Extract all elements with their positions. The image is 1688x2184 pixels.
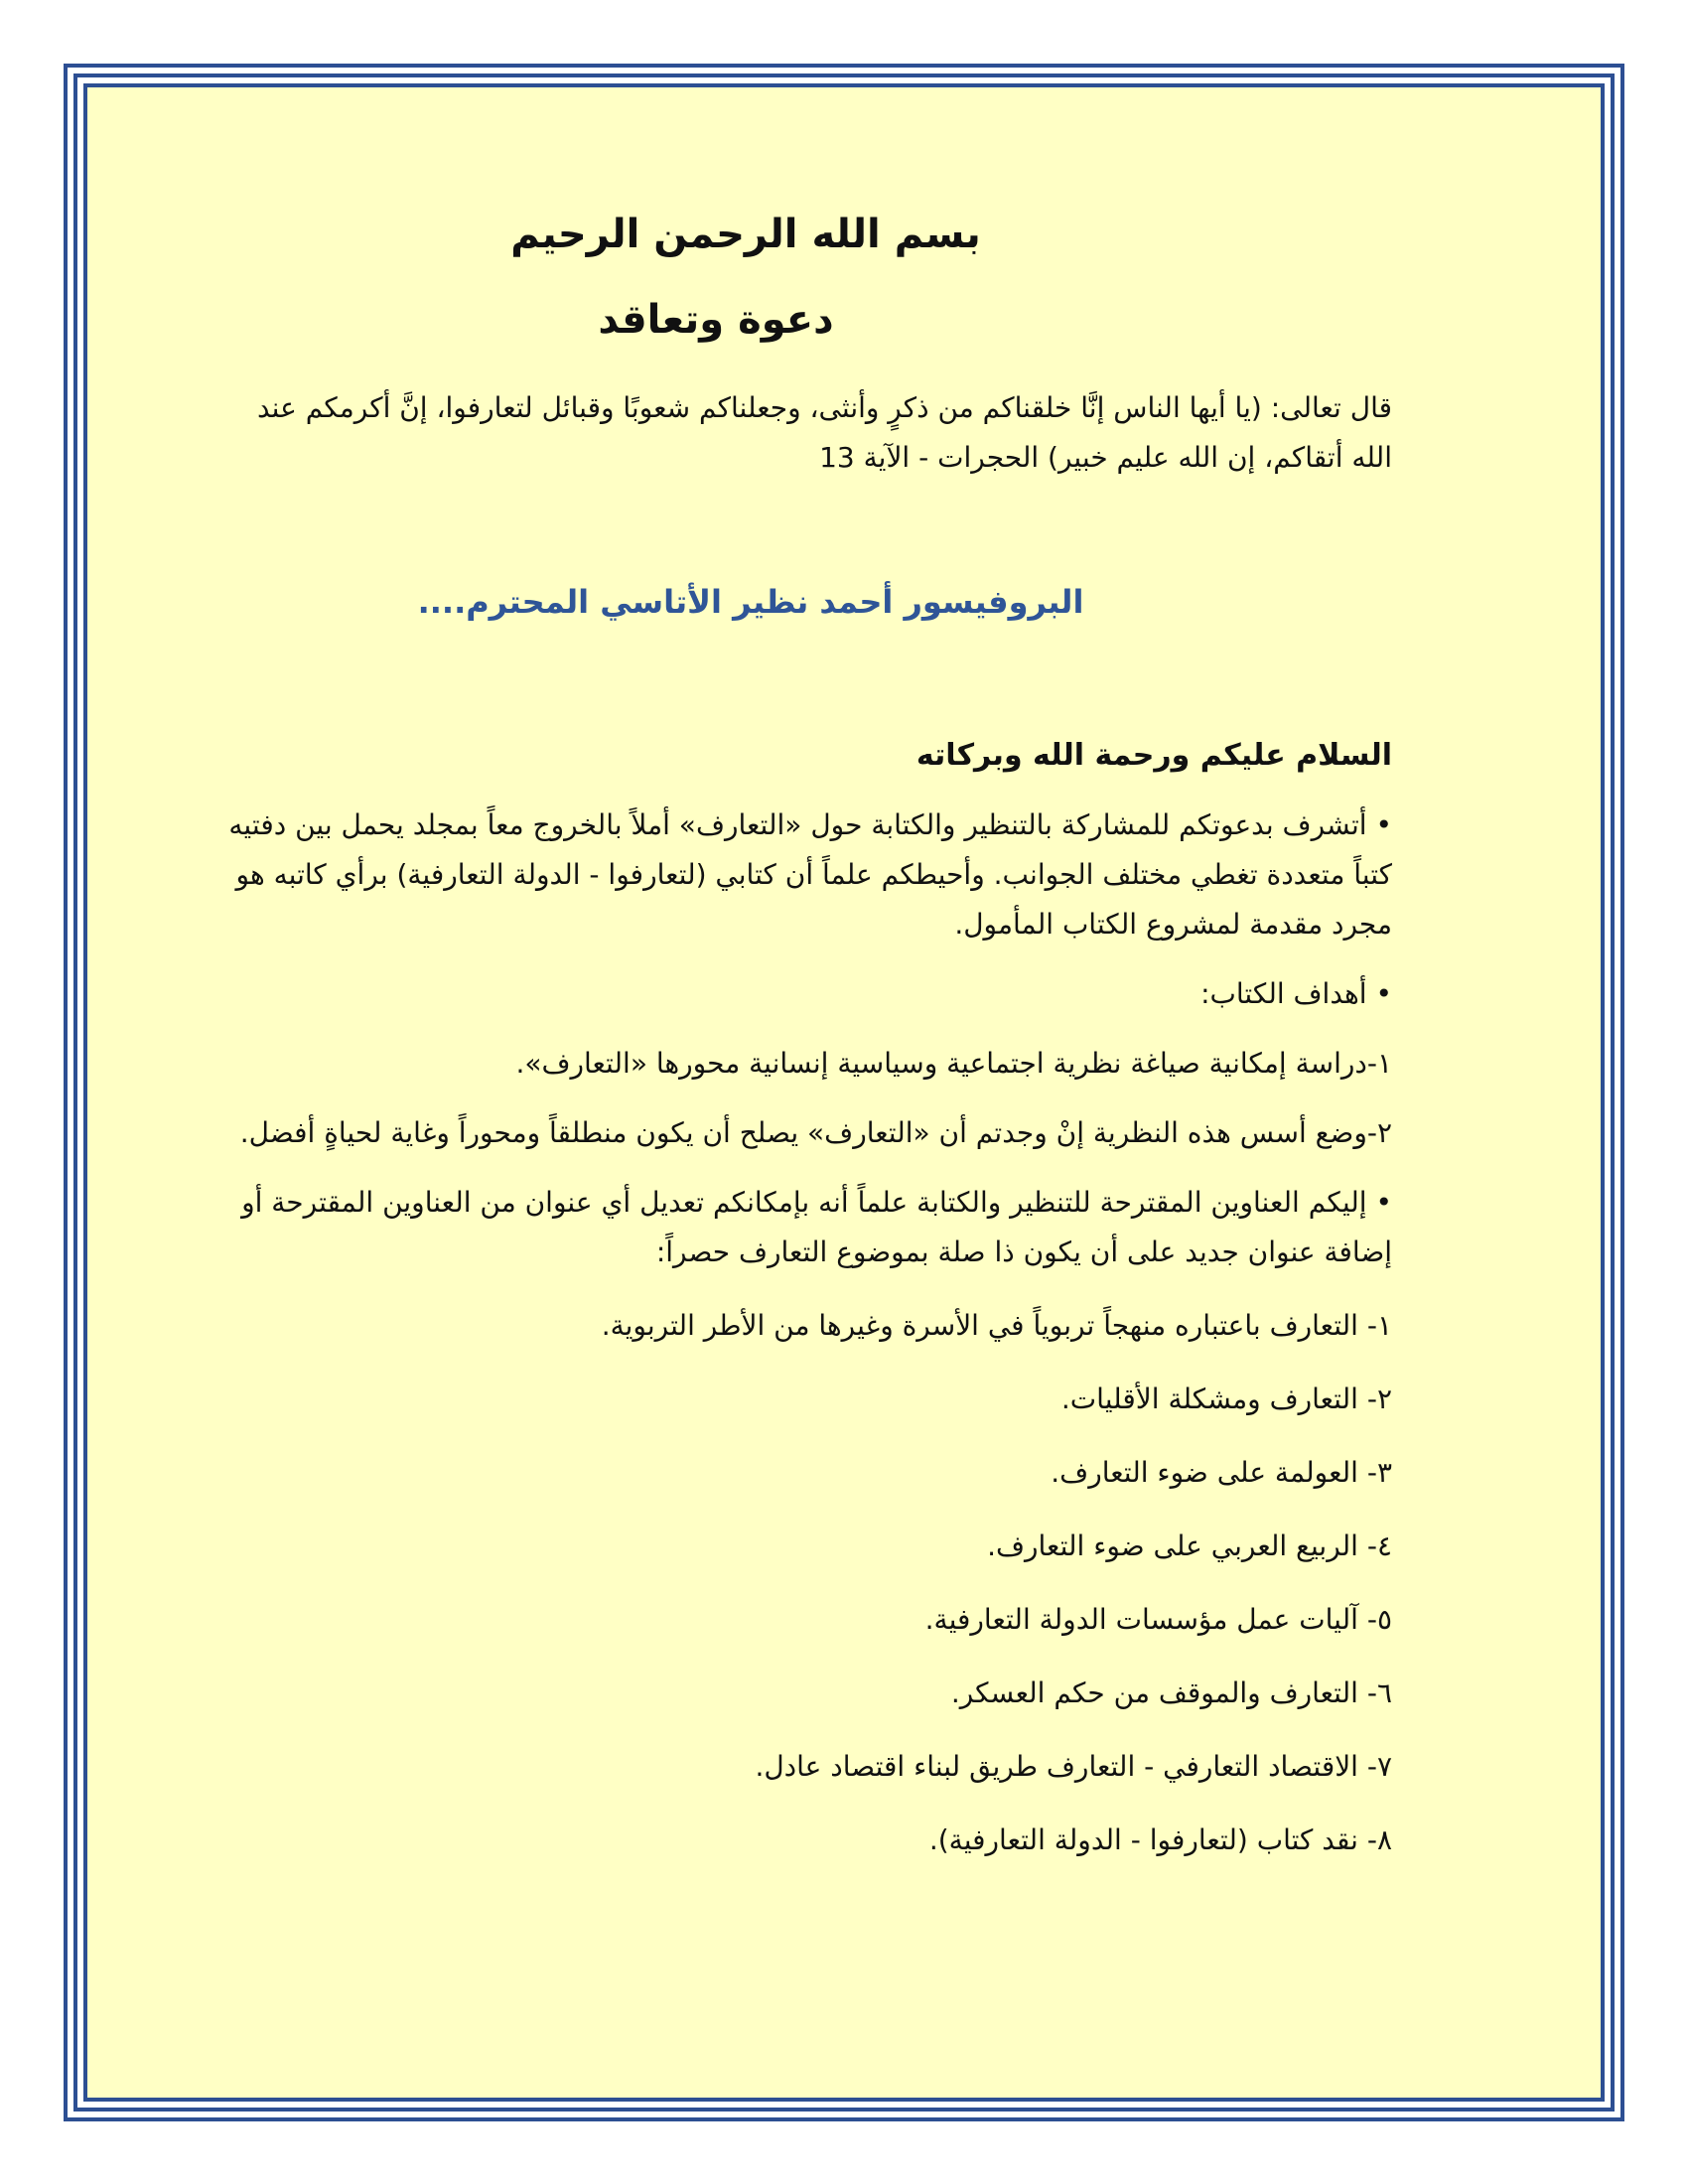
objective-1: ١-دراسة إمكانية صياغة نظرية اجتماعية وسياسية إنسانية محورها «التعارف». <box>515 1047 1392 1080</box>
letter-content <box>189 189 1392 1865</box>
titles-intro: • إليكم العناوين المقترحة للتنظير والكتابة علماً أنه بإمكانكم تعديل أي عنوان من العناوين المقترحة أو إضافة عنوان جديد على أن يكون ذا صلة بموضوع التعارف حصراً: <box>241 1186 1392 1268</box>
proposed-title-item: ١- التعارف باعتباره منهجاً تربوياً في الأسرة وغيرها من الأطر التربوية. <box>601 1309 1392 1342</box>
proposed-title-item: ٤- الربيع العربي على ضوء التعارف. <box>987 1529 1392 1562</box>
proposed-title-item: ٨- نقد كتاب (لتعارفوا - الدولة التعارفية). <box>928 1823 1392 1856</box>
objective-2: ٢-وضع أسس هذه النظرية إنْ وجدتم أن «التعارف» يصلح أن يكون منطلقاً ومحوراً وغاية لحياةٍ أفضل. <box>239 1116 1392 1149</box>
proposed-titles-list <box>189 1301 1392 1865</box>
recipient-address: البروفيسور أحمد نظير الأتاسي المحترم.... <box>417 583 1084 621</box>
proposed-title-item: ٧- الاقتصاد التعارفي - التعارف طريق لبناء اقتصاد عادل. <box>755 1750 1392 1783</box>
invitation-paragraph: • أتشرف بدعوتكم للمشاركة بالتنظير والكتابة حول «التعارف» أملاً بالخروج معاً بمجلد يحمل بين دفتيه كتباً متعددة تغطي مختلف الجوانب. وأحيطكم علماً أن كتابي (لتعارفوا - الدولة التعارفية) برأي كاتبه هو مجرد مقدمة لمشروع الكتاب المأمول. <box>228 808 1392 941</box>
proposed-title-item: ٢- التعارف ومشكلة الأقليات. <box>1060 1383 1392 1415</box>
proposed-title-item: ٥- آليات عمل مؤسسات الدولة التعارفية. <box>924 1603 1392 1636</box>
proposed-title-item: ٦- التعارف والموقف من حكم العسكر. <box>950 1676 1392 1709</box>
objectives-heading: • أهداف الكتاب: <box>1200 977 1392 1010</box>
letter-title: دعوة وتعاقد <box>598 297 834 343</box>
basmala-heading: بسم الله الرحمن الرحيم <box>510 212 981 257</box>
verse-line-1: قال تعالى: (يا أيها الناس إنَّا خلقناكم من ذكرٍ وأنثى، وجعلناكم شعوبًا وقبائل لتعارفوا، إنَّ أكرمكم عند <box>256 391 1392 424</box>
proposed-title-item: ٣- العولمة على ضوء التعارف. <box>1051 1456 1392 1489</box>
quran-verse <box>189 383 1392 483</box>
greeting: السلام عليكم ورحمة الله وبركاته <box>915 738 1392 773</box>
verse-line-2: الله أتقاكم، إن الله عليم خبير) الحجرات - الآية 13 <box>819 441 1392 474</box>
